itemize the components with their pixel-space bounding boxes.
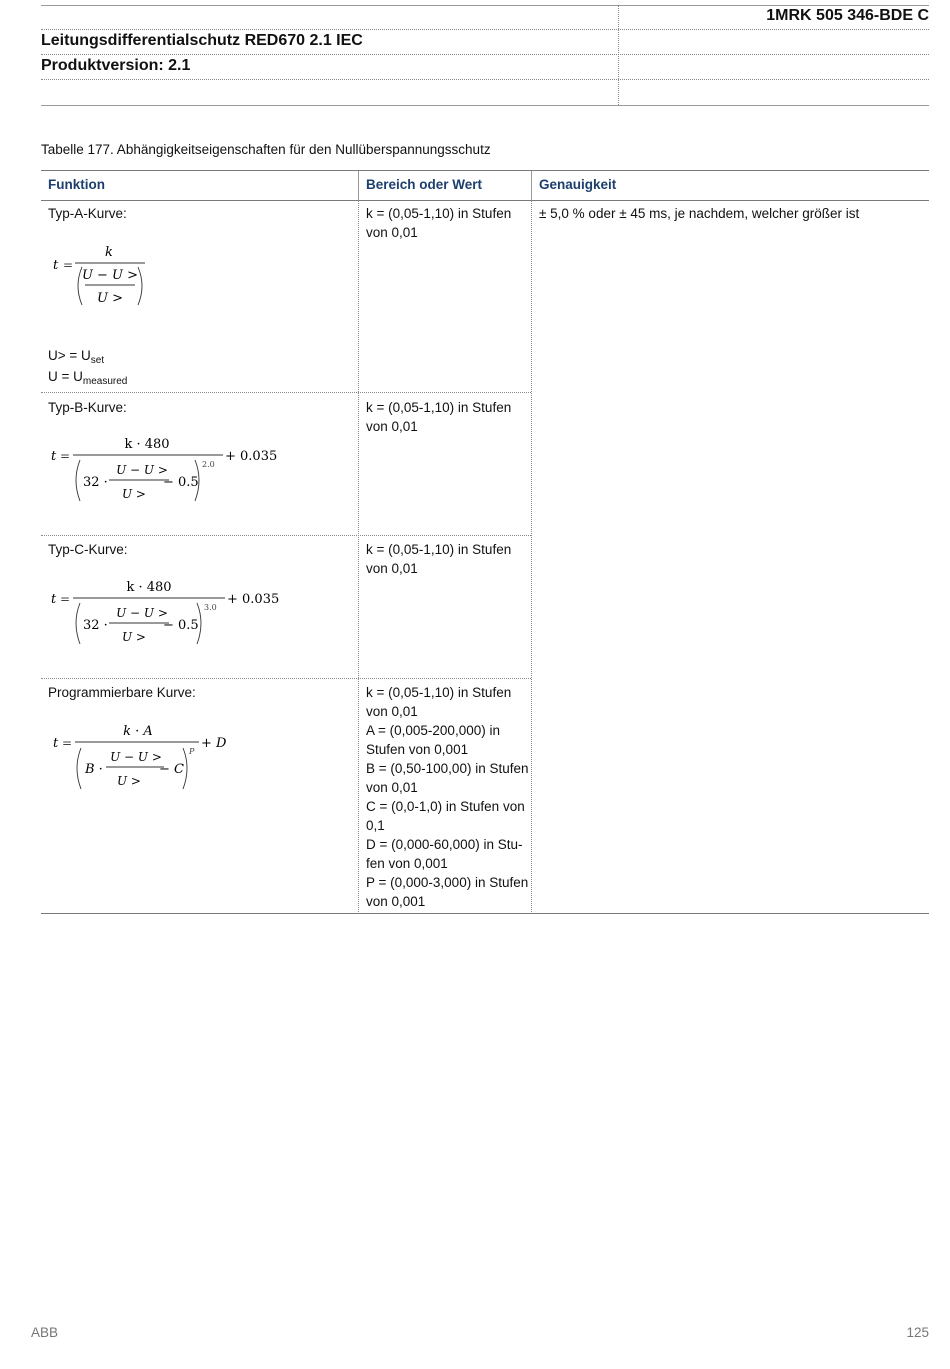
formula-symbol: t [53,258,59,273]
formula-inner-denominator: U > [122,487,146,501]
formula-inner-numerator: U − U > [116,463,168,477]
formula-addend: + D [201,736,227,751]
formula-programmable [49,720,249,800]
range-line: B = (0,50-100,00) in Stufen [366,761,529,776]
product-version: Produktversion: 2.1 [41,57,191,74]
header-divider [41,54,929,55]
table-bottom-rule [41,913,929,914]
formula-typ-c [47,575,287,655]
row-divider [41,535,531,536]
range-line: P = (0,000-3,000) in Stufen [366,875,529,890]
document-number: 1MRK 505 346-BDE C [766,7,929,24]
header-divider [41,29,929,30]
range-line: k = (0,05-1,10) in Stufen [366,206,512,221]
accuracy-value: ± 5,0 % oder ± 45 ms, je nachdem, welcher größer ist [539,206,860,221]
formula-subtrahend: − C [159,762,184,777]
column-divider [358,200,359,912]
table-caption: Tabelle 177. Abhängigkeitseigenschaften für den Nullüberspannungsschutz [41,142,491,157]
formula-exponent: P [189,747,195,756]
function-label-typ-b: Typ-B-Kurve: [48,400,127,415]
formula-symbol: = [60,592,71,606]
def-uset-text: U> = U [48,348,91,363]
range-line: fen von 0,001 [366,856,448,871]
formula-addend: + 0.035 [225,449,278,464]
formula-coefficient: B · [85,762,103,777]
formula-symbol: t [51,449,57,464]
formula-typ-a [49,242,159,315]
column-header-funktion: Funktion [48,177,105,192]
table-header-row [41,170,929,201]
def-umeasured-text: U = U [48,369,83,384]
range-typ-c [366,540,511,578]
column-divider [531,171,532,200]
def-umeasured [48,367,127,391]
function-label-typ-a: Typ-A-Kurve: [48,206,127,221]
range-line: D = (0,000-60,000) in Stu- [366,837,523,852]
formula-symbol: t [51,592,57,607]
formula-subtrahend: − 0.5 [163,618,199,633]
formula-inner-denominator: U > [117,774,141,788]
formula-symbol: = [62,736,73,750]
range-line: von 0,01 [366,561,418,576]
range-typ-b [366,398,511,436]
formula-inner-numerator: U − U > [110,750,162,764]
def-umeasured-subscript: measured [82,376,128,387]
footer-brand: ABB [31,1325,59,1340]
formula-typ-b [47,432,287,512]
formula-coefficient: 32 · [83,618,108,633]
formula-addend: + 0.035 [227,592,280,607]
range-programmable [366,683,528,911]
column-header-genauigkeit: Genauigkeit [539,177,617,192]
row-divider [41,678,531,679]
range-line: von 0,01 [366,704,418,719]
column-divider [358,171,359,200]
formula-inner-numerator: U − U > [81,268,139,283]
formula-symbol: = [63,258,74,272]
formula-numerator: k · 480 [126,580,172,595]
range-line: von 0,001 [366,894,426,909]
formula-coefficient: 32 · [83,475,108,490]
range-line: von 0,01 [366,225,418,240]
formula-inner-denominator: U > [122,630,146,644]
column-divider [531,200,532,912]
range-line: von 0,01 [366,419,418,434]
formula-exponent: 2.0 [202,460,215,469]
data-table [41,170,929,915]
formula-numerator: k · 480 [124,437,170,452]
range-line: A = (0,005-200,000) in [366,723,500,738]
formula-symbol: = [60,449,71,463]
header-divider [41,79,929,80]
range-line: k = (0,05-1,10) in Stufen [366,685,512,700]
formula-numerator: k · A [123,724,153,739]
formula-numerator: k [105,245,113,260]
range-line: C = (0,0-1,0) in Stufen von [366,799,525,814]
range-line: Stufen von 0,001 [366,742,469,757]
header-bottom-rule [41,105,929,106]
function-label-programmable: Programmierbare Kurve: [48,685,196,700]
document-title: Leitungsdifferentialschutz RED670 2.1 IEC [41,32,363,49]
range-line: k = (0,05-1,10) in Stufen [366,542,512,557]
column-header-bereich: Bereich oder Wert [366,177,483,192]
header-column-divider [618,5,619,105]
formula-inner-denominator: U > [97,291,123,306]
range-line: k = (0,05-1,10) in Stufen [366,400,512,415]
page-number: 125 [906,1325,929,1340]
page-header [41,5,929,106]
formula-subtrahend: − 0.5 [163,475,199,490]
def-uset-subscript: set [90,355,105,366]
formula-exponent: 3.0 [204,603,217,612]
range-typ-a [366,204,511,242]
row-divider [41,392,531,393]
range-line: 0,1 [366,818,385,833]
range-line: von 0,01 [366,780,418,795]
function-label-typ-c: Typ-C-Kurve: [48,542,128,557]
formula-inner-numerator: U − U > [116,606,168,620]
header-top-rule [41,5,929,6]
formula-symbol: t [53,736,59,751]
